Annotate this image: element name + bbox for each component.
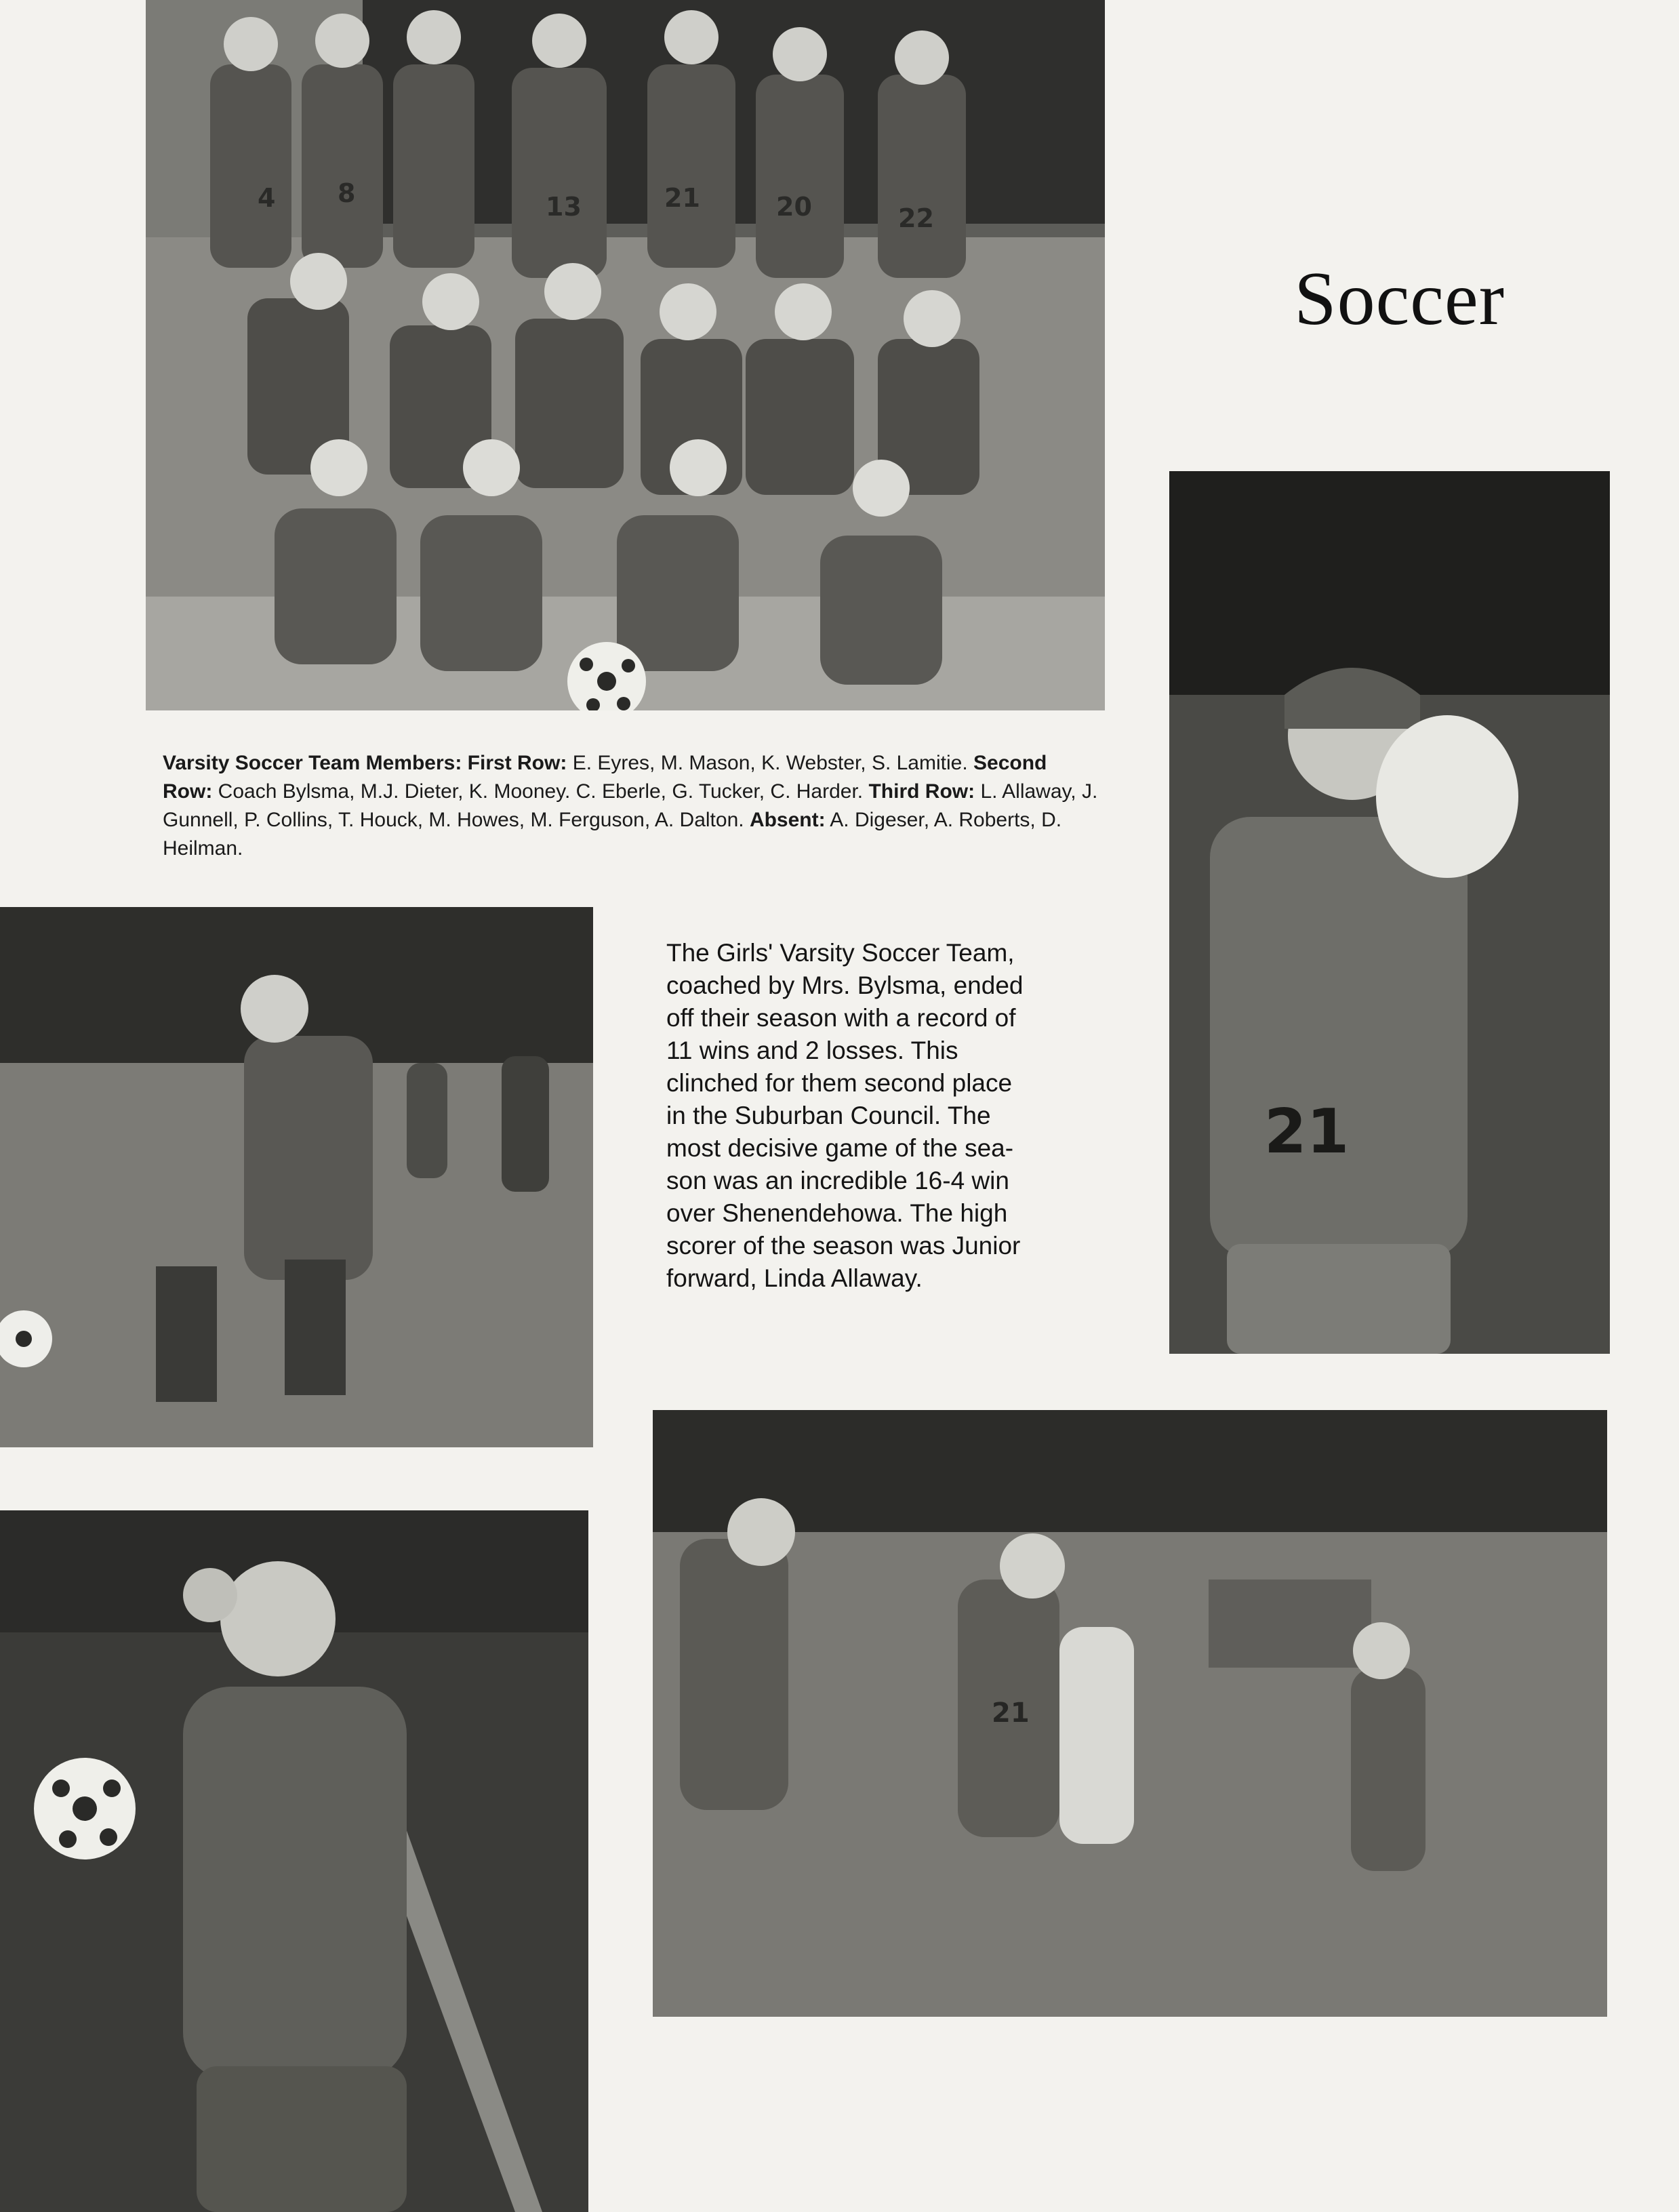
ball-holder-photo bbox=[0, 1510, 588, 2212]
kick-action-image bbox=[0, 907, 593, 1447]
team-photo bbox=[146, 0, 1105, 710]
caption-row2-names: Coach Bylsma, M.J. Dieter, K. Mooney. C. Eberle, G. Tucker, C. Harder. bbox=[218, 780, 864, 803]
caption-lead: Varsity Soccer Team Members: bbox=[163, 752, 462, 774]
story-line: in the Suburban Council. The bbox=[666, 1102, 991, 1129]
celebration-jersey-number: 21 bbox=[992, 1697, 1030, 1729]
celebration-image bbox=[653, 1410, 1607, 2017]
jersey-number: 20 bbox=[776, 192, 812, 222]
story-line: off their season with a record of bbox=[666, 1004, 1016, 1032]
caption-row1-names: E. Eyres, M. Mason, K. Webster, S. Lamitie. bbox=[572, 752, 968, 774]
story-line: over Shenendehowa. The high bbox=[666, 1199, 1008, 1227]
story-line: scorer of the season was Junior bbox=[666, 1232, 1021, 1260]
jersey-number: 4 bbox=[258, 183, 276, 213]
story-line: forward, Linda Allaway. bbox=[666, 1264, 923, 1292]
page-title: Soccer bbox=[1294, 257, 1505, 341]
caption-absent-names: A. Digeser, A. Roberts, D. Heilman. bbox=[163, 809, 1062, 860]
jersey-number: 13 bbox=[546, 192, 582, 222]
team-caption bbox=[163, 749, 1098, 863]
story-line: The Girls' Varsity Soccer Team, bbox=[666, 939, 1015, 967]
player-portrait-image bbox=[1169, 471, 1610, 1354]
story-line: most decisive game of the sea- bbox=[666, 1134, 1014, 1162]
player-portrait-photo bbox=[1169, 471, 1610, 1354]
caption-row2-label: Second Row: bbox=[163, 752, 1047, 803]
celebration-photo bbox=[653, 1410, 1607, 2017]
jersey-number: 21 bbox=[664, 183, 700, 213]
story-line: son was an incredible 16-4 win bbox=[666, 1167, 1009, 1194]
jersey-number: 8 bbox=[338, 178, 356, 208]
portrait-jersey-number: 21 bbox=[1264, 1096, 1350, 1167]
caption-row3-names: L. Allaway, J. Gunnell, P. Collins, T. Houck, M. Howes, M. Ferguson, A. Dalton. bbox=[163, 780, 1098, 831]
story-text bbox=[666, 937, 1100, 1295]
caption-row1-label: First Row: bbox=[467, 752, 567, 774]
caption-row3-label: Third Row: bbox=[868, 780, 975, 803]
caption-absent-label: Absent: bbox=[749, 809, 826, 831]
ball-holder-image bbox=[0, 1510, 588, 2212]
team-photo-image bbox=[146, 0, 1105, 710]
story-line: 11 wins and 2 losses. This bbox=[666, 1037, 958, 1064]
jersey-number: 22 bbox=[898, 203, 934, 233]
kick-action-photo bbox=[0, 907, 593, 1447]
story-line: coached by Mrs. Bylsma, ended bbox=[666, 971, 1024, 999]
story-line: clinched for them second place bbox=[666, 1069, 1013, 1097]
